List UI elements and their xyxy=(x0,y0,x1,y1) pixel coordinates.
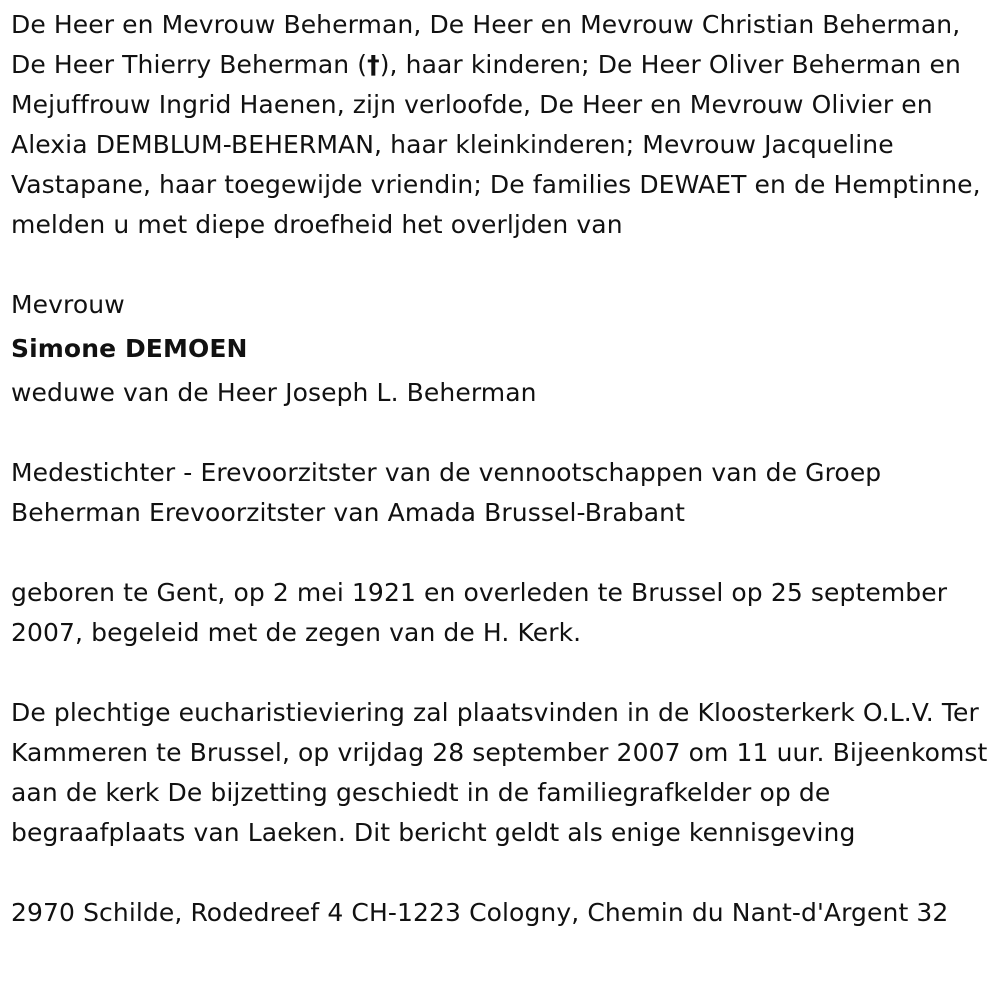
widow-of: weduwe van de Heer Joseph L. Beherman xyxy=(11,378,537,407)
roles-paragraph: Medestichter - Erevoorzitster van de vennootschappen van de Groep Beherman Erevoorzitster van Amada Brussel-Brabant xyxy=(11,458,882,527)
announcement-text-start: De Heer en Mevrouw Beherman, De Heer en Mevrouw Christian Beherman, De Heer Thierry Beherman ( xyxy=(11,10,961,79)
addresses: 2970 Schilde, Rodedreef 4 CH-1223 Cologny, Chemin du Nant-d'Argent 32 xyxy=(11,898,949,927)
spacer xyxy=(11,413,990,453)
family-announcement xyxy=(11,5,990,245)
cross-icon: † xyxy=(367,50,380,79)
announcement-text-end: ), haar kinderen; De Heer Oliver Beherman en Mejuffrouw Ingrid Haenen, zijn verloofde, De Heer en Mevrouw Olivier en Alexia DEMBLUM-BEHERMAN, haar kleinkinderen; Mevrouw Jacqueline Vastapane, haar toegewijde vriendin; De families DEWAET en de Hemptinne, melden u met diepe droefheid het overljden van xyxy=(11,50,981,239)
spacer xyxy=(11,653,990,693)
ceremony-paragraph: De plechtige eucharistieviering zal plaatsvinden in de Kloosterkerk O.L.V. Ter Kammeren te Brussel, op vrijdag 28 september 2007 om 11 uur. Bijeenkomst aan de kerk De bijzetting geschiedt in de familiegrafkelder op de begraafplaats van Laeken. Dit bericht geldt als enige kennisgeving xyxy=(11,698,988,847)
spacer xyxy=(11,533,990,573)
deceased-name: Simone DEMOEN xyxy=(11,334,248,363)
deceased-title: Mevrouw xyxy=(11,290,125,319)
spacer xyxy=(11,245,990,285)
birth-death-paragraph: geboren te Gent, op 2 mei 1921 en overleden te Brussel op 25 september 2007, begeleid met de zegen van de H. Kerk. xyxy=(11,578,948,647)
spacer xyxy=(11,853,990,893)
